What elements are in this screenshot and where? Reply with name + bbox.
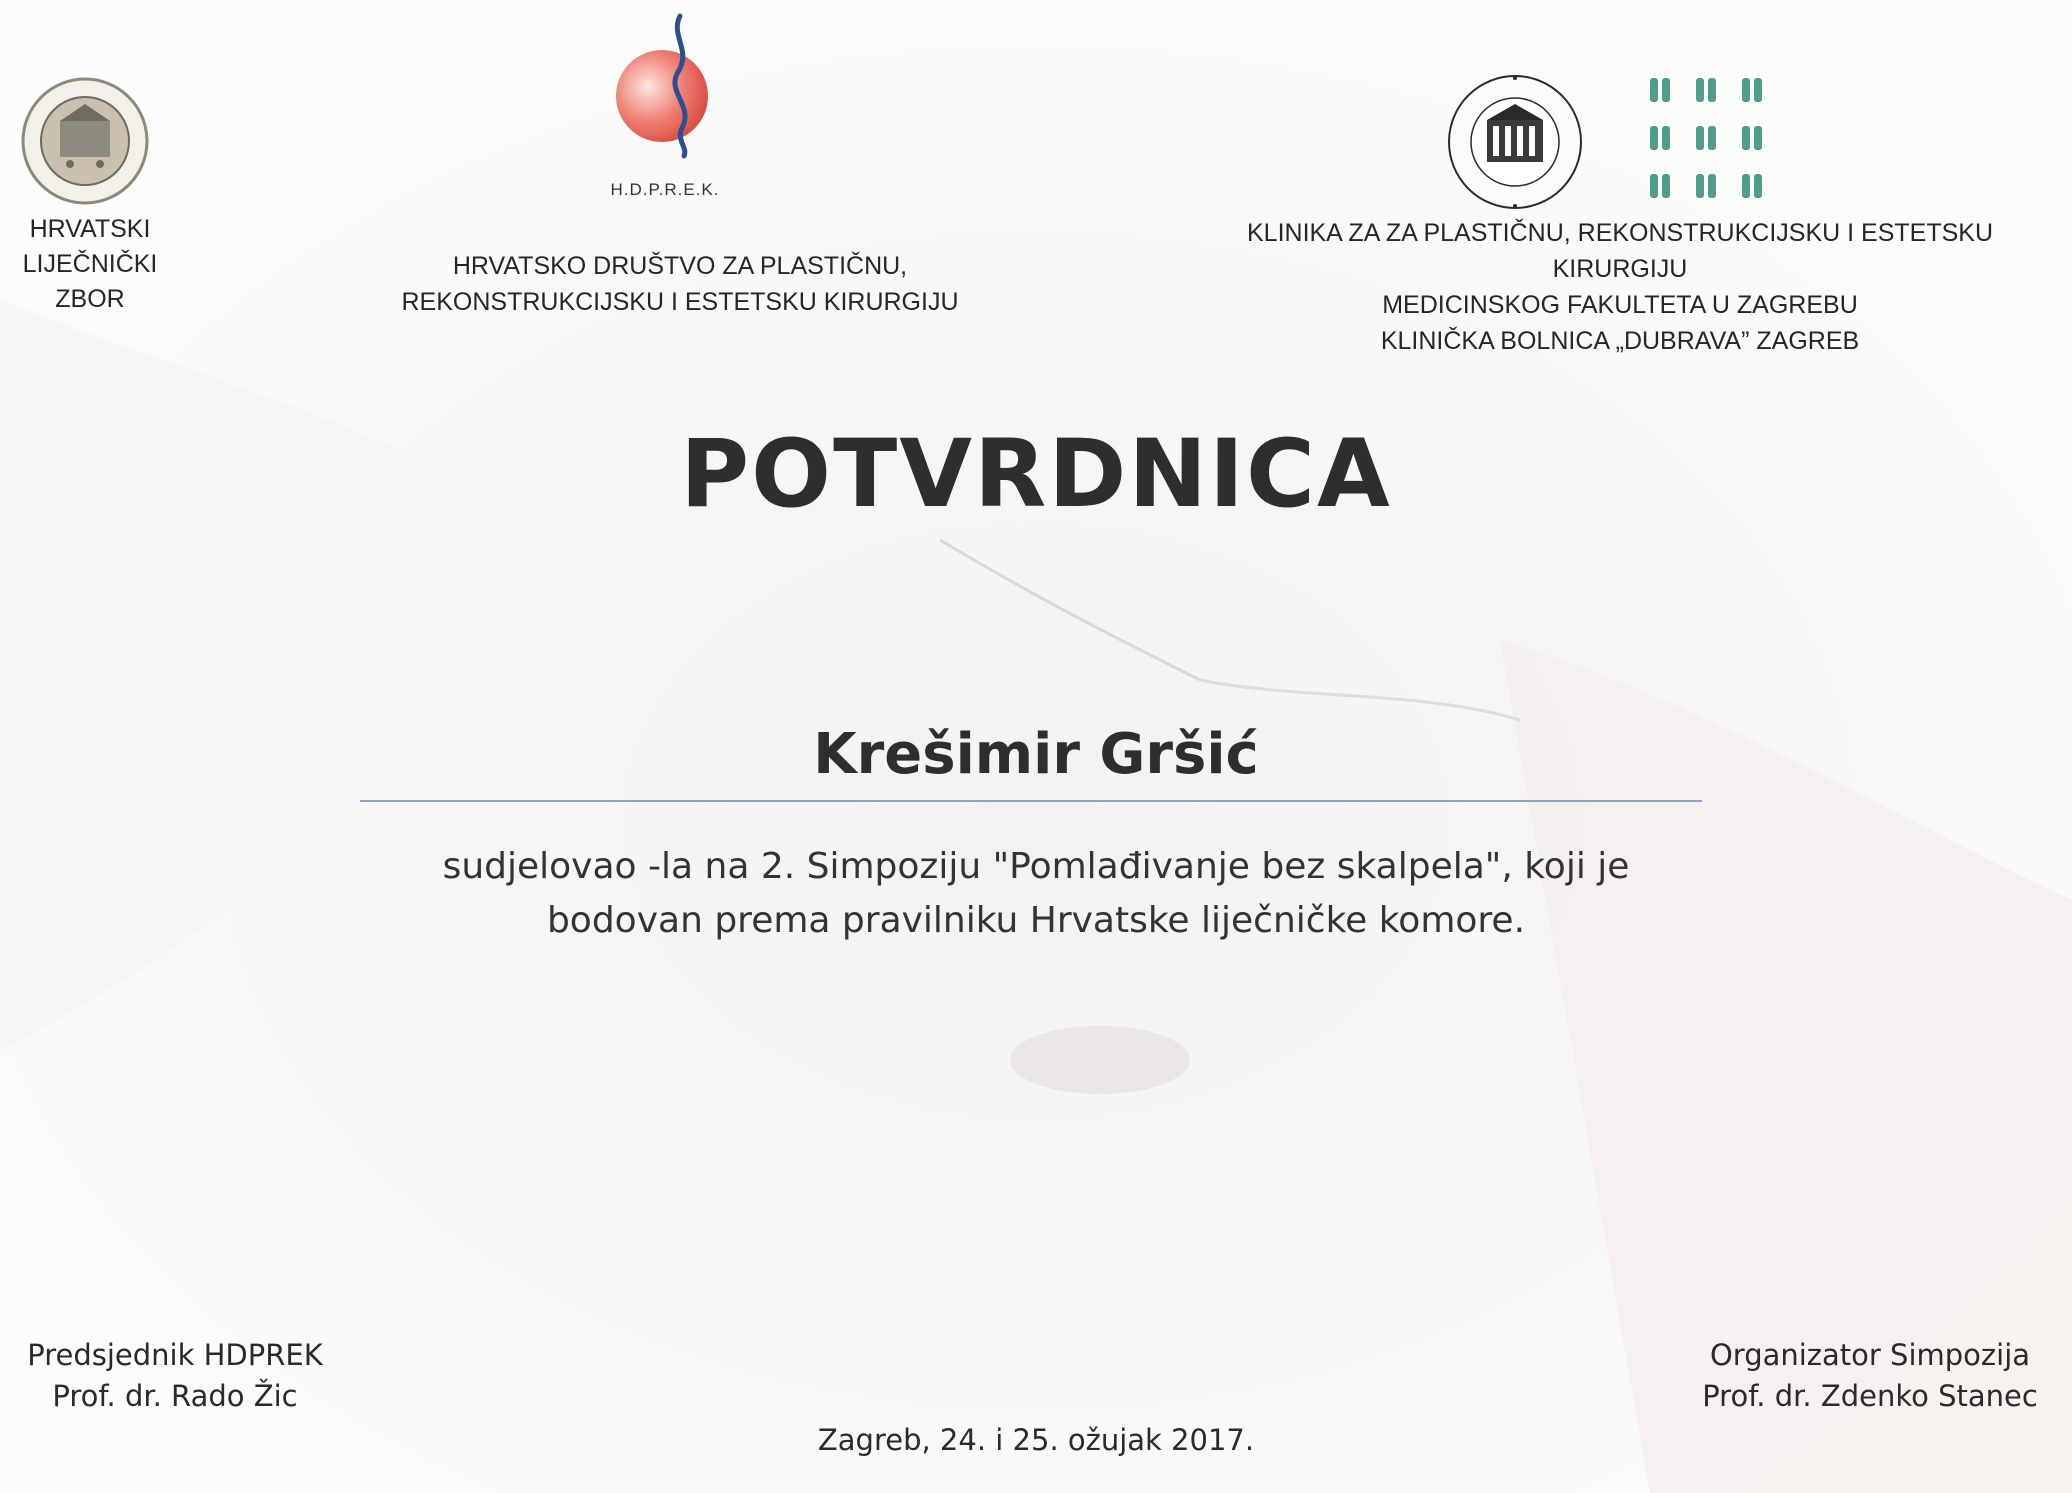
body-line-1: sudjelovao -la na 2. Simpoziju "Pomlađivanje bez skalpela", koji je bbox=[442, 846, 1630, 887]
hlz-name-line-2: LIJEČNIČKI bbox=[22, 250, 158, 278]
hdprek-name-line-2: REKONSTRUKCIJSKU I ESTETSKU KIRURGIJU bbox=[401, 288, 959, 316]
hdprek-name-line-1: HRVATSKO DRUŠTVO ZA PLASTIČNU, bbox=[452, 252, 908, 280]
recipient-underline bbox=[360, 800, 1702, 802]
signature-right bbox=[1680, 1335, 2060, 1417]
klinika-line-3: KLINIČKA BOLNICA „DUBRAVA” ZAGREB bbox=[1380, 327, 1860, 355]
hlz-org-name bbox=[0, 212, 180, 317]
body-line-2: bodovan prema pravilniku Hrvatske liječničke komore. bbox=[546, 900, 1526, 941]
certificate-title: POTVRDNICA bbox=[680, 420, 1392, 529]
signature-right-name: Prof. dr. Zdenko Stanec bbox=[1702, 1379, 2038, 1413]
date-place: Zagreb, 24. i 25. ožujak 2017. bbox=[817, 1423, 1255, 1457]
signature-right-role: Organizator Simpozija bbox=[1709, 1338, 2031, 1372]
recipient-name: Krešimir Gršić bbox=[813, 722, 1259, 787]
hdprek-abbreviation: H.D.P.R.E.K. bbox=[610, 180, 720, 199]
signature-left-role: Predsjednik HDPREK bbox=[27, 1338, 323, 1372]
certificate-body bbox=[300, 840, 1772, 948]
klinika-line-1: KLINIKA ZA ZA PLASTIČNU, REKONSTRUKCIJSKU I ESTETSKU KIRURGIJU bbox=[1246, 219, 1993, 283]
mef-seal-logo bbox=[1435, 62, 1595, 222]
hlz-name-line-1: HRVATSKI bbox=[29, 215, 151, 243]
hdprek-org-name bbox=[360, 248, 1000, 320]
signature-left bbox=[10, 1335, 340, 1417]
mef-grid-logo bbox=[1648, 76, 1780, 202]
hlz-seal-logo bbox=[10, 66, 160, 216]
klinika-line-2: MEDICINSKOG FAKULTETA U ZAGREBU bbox=[1382, 291, 1858, 319]
klinika-org-name bbox=[1180, 215, 2060, 359]
hdprek-logo bbox=[600, 10, 730, 160]
signature-left-name: Prof. dr. Rado Žic bbox=[52, 1379, 298, 1413]
hlz-name-line-3: ZBOR bbox=[55, 285, 125, 313]
